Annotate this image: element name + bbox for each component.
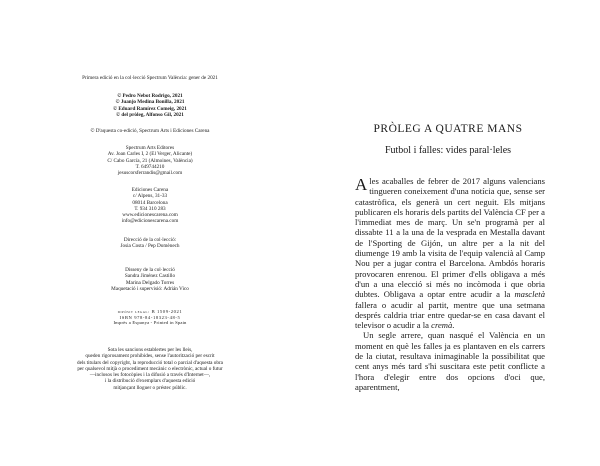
italic-term: cremà bbox=[431, 320, 453, 331]
copyright-line: © del pròleg, Alfonso Gil, 2021 bbox=[116, 111, 184, 118]
isbn: ISBN 978-84-18323-48-5 bbox=[119, 314, 181, 320]
coedition-line: © D'aquesta co-edició, Spectrum Arts i Ediciones Carena bbox=[90, 128, 210, 134]
copyright-block bbox=[40, 93, 260, 118]
first-edition-line: Primera edició en la col·lecció Spectrum València: gener de 2021 bbox=[82, 75, 218, 81]
paragraph-text: fallera o acudir al partit, mentre que una setmana després caldria triar entre quedar-se en casa davant el televisor o acudir a la bbox=[355, 299, 545, 331]
chapter-title: PRÒLEG A QUATRE MANS bbox=[373, 123, 523, 135]
paragraph-text: les acaballes de febrer de 2017 alguns valencians tingueren coneixement d'una notícia que, sense ser catastròfica, els generà un cert neguit. Els mitjans publicaren els horaris dels partits del València CF per a l'immediat mes de març. Un se'n programà per al dissabte 11 a la una de la vesprada en Mestalla davant de l'Sporting de Gijón, un altre per a la nit del diumenge 19 amb la visita de l'equip valencià al Camp Nou per a jugar contra el Barcelona. Ambdós horaris provocaren enrenou. El primer d'ells obligava a més d'un a una elecció si més no incòmoda i que obria dubtes. Obligava a optar entre acudir a la bbox=[355, 176, 545, 300]
first-edition-block bbox=[40, 75, 260, 81]
drop-cap: A bbox=[355, 175, 368, 194]
chapter-subtitle: Futbol i falles: vides paral·leles bbox=[384, 145, 512, 156]
design-label: Disseny de la col·lecció bbox=[125, 267, 175, 273]
italic-term: mascletà bbox=[514, 289, 545, 300]
address-line: Spectrum Arts Editores bbox=[125, 145, 175, 151]
notice-line: i la distribució d'exemplars d'aquesta edició bbox=[104, 378, 196, 385]
notice-line: mitjançant lloguer o préstec públic. bbox=[113, 384, 187, 391]
address-line: 08014 Barcelona bbox=[132, 199, 168, 206]
design-credits-block bbox=[40, 267, 260, 292]
notice-line: Sota les sancions establertes per les lleis, bbox=[107, 347, 193, 353]
prologue-page bbox=[300, 0, 600, 466]
paragraph bbox=[355, 176, 545, 330]
paragraph: Un segle arrere, quan nasqué el València en un moment en què les falles ja es plantaven en els carrers de la ciutat, resultava inimaginable la possibilitat que cent anys més tard s'hi suscitara este petit conflicte a l'hora d'elegir entre dos opcions d'oci que, aparentment, bbox=[355, 330, 545, 392]
notice-line: queden rigorosament prohibides, sense l'autorització per escrit bbox=[85, 353, 215, 360]
prologue-body bbox=[355, 176, 545, 392]
notice-line: —inclosos les fotocòpies i la difusió a través d'Internet—, bbox=[89, 372, 211, 379]
direction-label: Direcció de la col·lecció: bbox=[123, 237, 177, 243]
copyright-notice bbox=[40, 347, 260, 391]
address-line: c/ Alpens, 31-33 bbox=[132, 193, 168, 200]
publisher-address-carena bbox=[40, 187, 260, 225]
copyright-line: © Eduard Ramírez Comeig, 2021 bbox=[113, 105, 187, 112]
copyright-line: © Pedro Nebot Rodrigo, 2021 bbox=[117, 93, 183, 99]
paragraph-text: . bbox=[452, 320, 455, 331]
collection-direction-block bbox=[40, 237, 260, 250]
address-line: Ediciones Carena bbox=[131, 187, 169, 193]
design-name: Marina Delgado Torres bbox=[125, 279, 175, 286]
copyright-line: © Juanjo Medina Bonilla, 2021 bbox=[115, 99, 185, 106]
direction-names: Josia Costa / Pep Domènech bbox=[120, 243, 180, 250]
address-line: T. 934 310 283 bbox=[134, 205, 166, 212]
notice-line: per qualsevol mitjà o procediment mecànic o electrònic, actual o futur bbox=[77, 365, 223, 372]
legal-deposit: dipòsit legal: B 1509-2021 bbox=[117, 309, 183, 314]
notice-line: dels titulars del copyright, la reproducció total o parcial d'aquesta obra bbox=[77, 359, 223, 366]
address-line: C/ Cabo García, 21 (Almoines, València) bbox=[107, 157, 193, 164]
legal-info-block bbox=[40, 309, 260, 326]
layout-credit: Maquetació i supervisió: Adrián Vico bbox=[111, 285, 189, 292]
address-email: info@edicionescarena.com bbox=[121, 218, 179, 225]
address-email: jesuscorsferrandis@gmail.com bbox=[117, 170, 183, 177]
address-website: www.edicionescarena.com bbox=[122, 212, 178, 219]
publisher-address-spectrum bbox=[40, 145, 260, 176]
address-line: Av. Joan Carles I, 2 (El Verger, Alicante) bbox=[107, 151, 193, 158]
address-line: T. 649744210 bbox=[135, 163, 165, 170]
coedition-block bbox=[40, 128, 260, 134]
design-name: Sandra Jiménez Castillo bbox=[124, 273, 176, 280]
printed-in: Imprès a Espanya - Printed in Spain bbox=[113, 320, 187, 326]
